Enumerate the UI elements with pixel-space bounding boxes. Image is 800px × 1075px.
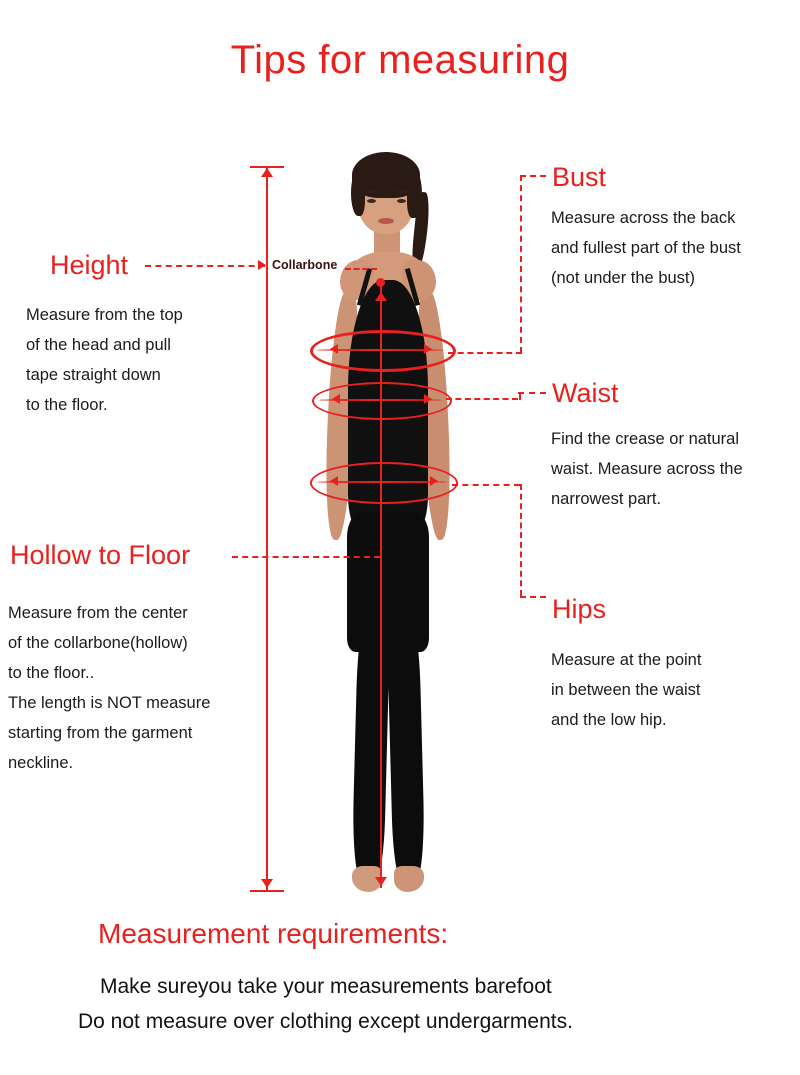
- hips-arrow-left: [330, 476, 338, 486]
- right-eyebrow: [395, 190, 408, 193]
- height-heading: Height: [50, 250, 129, 280]
- hollow-to-floor-leader: [232, 556, 380, 558]
- requirements-line-2: Do not measure over clothing except undergarments.: [78, 1010, 573, 1033]
- waist-leader-vertical: [519, 392, 521, 400]
- hollow-line-1: Measure from the center: [8, 604, 188, 622]
- height-description: [26, 300, 183, 420]
- hollow-to-floor-heading: Hollow to Floor: [10, 540, 191, 570]
- bust-line-3: (not under the bust): [551, 269, 696, 287]
- hips-leader-horizontal: [452, 484, 520, 486]
- waist-leader-tick: [518, 392, 546, 394]
- hollow-line-3: to the floor..: [8, 664, 95, 682]
- height-bottom-tick: [250, 890, 284, 892]
- bust-line-2: and fullest part of the bust: [551, 239, 741, 257]
- bust-leader-horizontal: [448, 352, 522, 354]
- height-leader: [145, 265, 265, 267]
- hair-left-side: [351, 170, 365, 216]
- requirements-heading: Measurement requirements:: [98, 918, 449, 949]
- bust-description: [551, 203, 741, 293]
- height-arrow-down: [261, 879, 273, 888]
- model-figure: [262, 140, 512, 910]
- waist-heading: Waist: [552, 378, 619, 408]
- bust-leader-vertical: [520, 175, 522, 353]
- waist-line-2: waist. Measure across the: [551, 460, 743, 478]
- waist-arrow-left: [332, 394, 340, 404]
- height-leader-arrow: [258, 260, 266, 270]
- bust-arrow-left: [330, 344, 338, 354]
- hips-description: [551, 645, 701, 735]
- height-measure-line: [266, 166, 268, 890]
- hollow-line-2: of the collarbone(hollow): [8, 634, 188, 652]
- height-line-3: tape straight down: [26, 366, 161, 384]
- collarbone-point: [376, 278, 385, 287]
- waist-line-1: Find the crease or natural: [551, 430, 740, 448]
- waist-description: [551, 424, 743, 514]
- bust-arrow-right: [424, 344, 432, 354]
- hips-line-2: in between the waist: [551, 681, 701, 699]
- right-eye: [397, 199, 406, 203]
- hips-heading: Hips: [552, 594, 607, 624]
- collarbone-pointer: [345, 268, 377, 270]
- hollow-to-floor-arrow: [375, 877, 387, 886]
- waist-line-3: narrowest part.: [551, 490, 662, 508]
- waist-leader-horizontal: [446, 398, 518, 400]
- height-line-4: to the floor.: [26, 396, 108, 414]
- hollow-line-5: starting from the garment: [8, 724, 193, 742]
- height-line-1: Measure from the top: [26, 306, 183, 324]
- waist-arrow-right: [424, 394, 432, 404]
- hair-right-side: [407, 170, 422, 218]
- hips-leader-vertical: [520, 484, 522, 596]
- hollow-line-4: The length is NOT measure: [8, 694, 211, 712]
- mouth: [378, 218, 394, 224]
- collarbone-label: Collarbone: [272, 258, 338, 272]
- hips-arrow-right: [430, 476, 438, 486]
- page-title: Tips for measuring: [230, 38, 570, 82]
- right-foot: [394, 866, 424, 892]
- bust-line-1: Measure across the back: [551, 209, 736, 227]
- hollow-to-floor-line: [380, 284, 382, 888]
- height-arrow-up: [261, 168, 273, 177]
- height-line-2: of the head and pull: [26, 336, 171, 354]
- requirements-line-1: Make sureyou take your measurements barefoot: [100, 975, 552, 998]
- hips-line-1: Measure at the point: [551, 651, 702, 669]
- left-eye: [367, 199, 376, 203]
- hips-leader-tick: [520, 596, 546, 598]
- bust-heading: Bust: [552, 162, 607, 192]
- hollow-line-6: neckline.: [8, 754, 74, 772]
- hollow-to-floor-arrow-up: [375, 292, 387, 301]
- hollow-to-floor-description: [8, 598, 210, 778]
- left-eyebrow: [365, 190, 378, 193]
- bust-leader-top: [520, 175, 546, 177]
- hips-line-3: and the low hip.: [551, 711, 667, 729]
